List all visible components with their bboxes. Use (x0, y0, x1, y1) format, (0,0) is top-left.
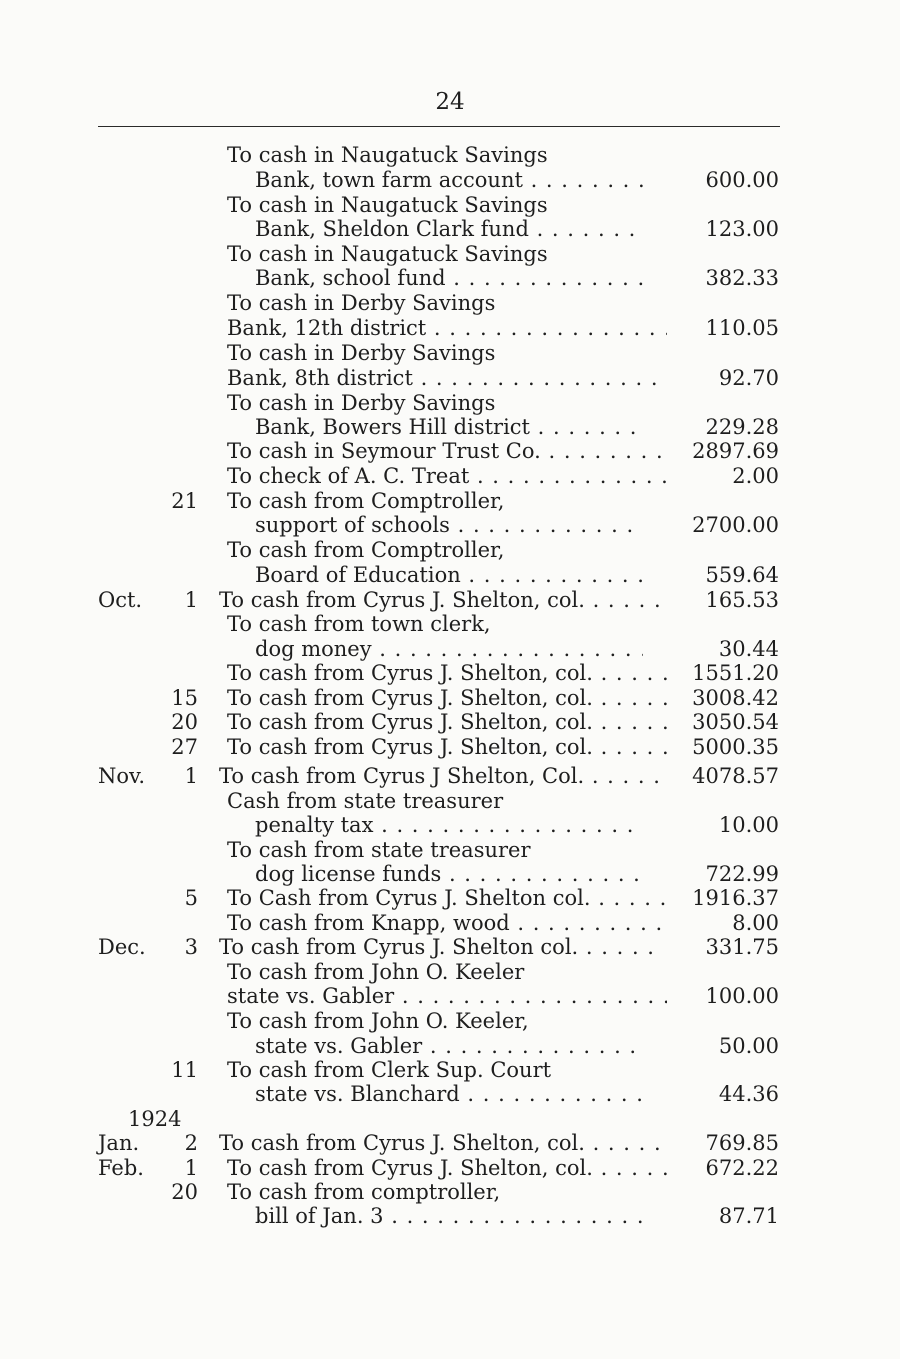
entry-line (0, 934, 900, 960)
entry-text: state vs. Gabler . . . (227, 984, 667, 1008)
entry-month: Feb. (98, 1156, 144, 1180)
entry-text: To cash from Cyrus J. Shelton, col. . . . (227, 1156, 667, 1180)
entry-description (227, 660, 667, 686)
entry-text: Bank, 12th district . . . (227, 316, 667, 340)
entry-text: Bank, Sheldon Clark fund . . . (255, 217, 643, 241)
entry-amount: 30.44 (718, 637, 779, 661)
entry-line (0, 959, 900, 985)
entry-amount: 1916.37 (692, 886, 779, 910)
entry-description (227, 537, 667, 563)
entry-month: Nov. (98, 764, 146, 788)
entry-amount: 123.00 (705, 217, 779, 241)
entry-day: 27 (171, 735, 198, 759)
entry-text: To cash from Cyrus J Shelton, Col. . . . (219, 764, 659, 788)
entry-line (0, 142, 900, 168)
entry-line (0, 1081, 900, 1107)
entry-day: 2 (184, 1131, 198, 1155)
entry-text: state vs. Gabler . . . (255, 1034, 643, 1058)
entry-description (227, 1057, 667, 1083)
entry-text: dog money . . . (255, 637, 643, 661)
entry-line (0, 685, 900, 711)
entry-amount: 600.00 (705, 168, 779, 192)
entry-description (227, 142, 667, 168)
entry-day: 3 (184, 935, 198, 959)
entry-day: 5 (184, 886, 198, 910)
entry-description (255, 414, 643, 440)
entry-description (227, 463, 667, 489)
entry-line (0, 734, 900, 760)
entry-amount: 2700.00 (692, 513, 779, 537)
entry-text: To cash from town clerk, (227, 612, 491, 636)
page-number: 24 (435, 89, 465, 115)
entry-description (255, 167, 643, 193)
entry-description (227, 390, 667, 416)
entry-text: To cash from Cyrus J. Shelton, col. . . . (227, 661, 667, 685)
entry-amount: 4078.57 (692, 764, 779, 788)
entry-text: state vs. Blanchard . . . (255, 1082, 643, 1106)
entry-text: To cash from Cyrus J. Shelton, col. . . . (219, 588, 659, 612)
entry-description (227, 959, 667, 985)
entry-description (227, 192, 667, 218)
entry-month: Oct. (98, 588, 143, 612)
entry-month: Jan. (98, 1131, 140, 1155)
entry-line (0, 636, 900, 662)
entry-amount: 110.05 (705, 316, 779, 340)
entry-day: 21 (171, 489, 198, 513)
entry-description (227, 611, 667, 637)
entry-line (0, 1033, 900, 1059)
entry-text: Bank, town farm account . . . (255, 168, 643, 192)
entry-line (0, 587, 900, 613)
entry-text: Board of Education . . . (255, 563, 643, 587)
entry-text: To Cash from Cyrus J. Shelton col. . . . (227, 886, 667, 910)
entry-text: To cash from Comptroller, (227, 538, 505, 562)
entry-month: Dec. (98, 935, 146, 959)
entry-description (219, 587, 659, 613)
entry-line (0, 290, 900, 316)
entry-amount: 10.00 (718, 813, 779, 837)
entry-description (227, 837, 667, 863)
entry-text: To cash from comptroller, (227, 1180, 501, 1204)
entry-line (0, 1008, 900, 1034)
entry-line (0, 265, 900, 291)
entry-text: To cash in Naugatuck Savings (227, 143, 548, 167)
entry-line (0, 537, 900, 563)
entry-text: To cash in Derby Savings (227, 291, 496, 315)
entry-line (0, 1057, 900, 1083)
entry-day: 15 (171, 686, 198, 710)
entry-description (227, 734, 667, 760)
entry-description (219, 1130, 659, 1156)
entry-amount: 331.75 (705, 935, 779, 959)
entry-line (0, 885, 900, 911)
entry-amount: 229.28 (705, 415, 779, 439)
entry-description (227, 885, 667, 911)
entry-day: 11 (171, 1058, 198, 1082)
entry-amount: 2.00 (732, 464, 779, 488)
entry-amount: 1551.20 (692, 661, 779, 685)
entry-text: To cash from Comptroller, (227, 489, 505, 513)
entry-text: Bank, school fund . . . (255, 266, 643, 290)
entry-line (0, 340, 900, 366)
entry-description (227, 438, 667, 464)
entry-line (0, 1130, 900, 1156)
entry-line (0, 390, 900, 416)
entry-description (255, 562, 643, 588)
entry-text: To cash from state treasurer (227, 838, 531, 862)
entry-amount: 672.22 (705, 1156, 779, 1180)
entry-text: Bank, Bowers Hill district . . . (255, 415, 643, 439)
entry-line (0, 1155, 900, 1181)
entry-text: To cash in Derby Savings (227, 391, 496, 415)
entry-amount: 5000.35 (692, 735, 779, 759)
entry-line (0, 611, 900, 637)
entry-line (0, 812, 900, 838)
entry-line (0, 1203, 900, 1229)
entry-line (0, 438, 900, 464)
entry-description (255, 216, 643, 242)
entry-day: 1 (184, 588, 198, 612)
entry-description (227, 365, 667, 391)
entry-day: 20 (171, 1180, 198, 1204)
entry-description (255, 1203, 643, 1229)
entry-description (227, 910, 667, 936)
entry-amount: 100.00 (705, 984, 779, 1008)
entry-description (227, 488, 667, 514)
entry-day: 20 (171, 710, 198, 734)
entry-line (0, 192, 900, 218)
entry-amount: 3050.54 (692, 710, 779, 734)
entry-description (227, 241, 667, 267)
entry-text: To cash from Cyrus J. Shelton, col. . . . (219, 1131, 659, 1155)
entry-line (0, 241, 900, 267)
entry-description (227, 1155, 667, 1181)
entry-text: To cash in Naugatuck Savings (227, 242, 548, 266)
entry-line (0, 788, 900, 814)
entry-description (227, 290, 667, 316)
entry-text: To cash from Cyrus J. Shelton col. . . . (219, 935, 659, 959)
entry-line (0, 763, 900, 789)
entry-text: To check of A. C. Treat . . . (227, 464, 667, 488)
entry-text: Bank, 8th district . . . (227, 366, 667, 390)
entry-description (227, 1008, 667, 1034)
entry-line (0, 365, 900, 391)
entry-line (0, 660, 900, 686)
entry-amount: 2897.69 (692, 439, 779, 463)
entry-description (255, 861, 643, 887)
entry-text: To cash from Clerk Sup. Court (227, 1058, 552, 1082)
entry-text: To cash in Derby Savings (227, 341, 496, 365)
entry-text: bill of Jan. 3 . . . (255, 1204, 643, 1228)
entry-text: To cash in Seymour Trust Co. . . . (227, 439, 667, 463)
entry-description (227, 983, 667, 1009)
entry-line (0, 315, 900, 341)
entry-line (0, 861, 900, 887)
entry-description (255, 1081, 643, 1107)
entry-text: To cash from Knapp, wood . . . (227, 911, 667, 935)
entry-text: support of schools . . . (255, 513, 643, 537)
entry-amount: 722.99 (705, 862, 779, 886)
entry-description (255, 812, 643, 838)
entry-amount: 559.64 (705, 563, 779, 587)
entry-line (0, 1179, 900, 1205)
entry-line (0, 167, 900, 193)
entry-line (0, 512, 900, 538)
entry-amount: 769.85 (705, 1131, 779, 1155)
entry-amount: 92.70 (718, 366, 779, 390)
entry-line (0, 709, 900, 735)
entry-line (0, 983, 900, 1009)
entry-day: 1 (184, 764, 198, 788)
entry-description (227, 1179, 667, 1205)
entry-amount: 8.00 (732, 911, 779, 935)
entry-text: To cash from Cyrus J. Shelton, col. . . . (227, 686, 667, 710)
entry-amount: 50.00 (718, 1034, 779, 1058)
entry-line (0, 216, 900, 242)
entry-description (255, 512, 643, 538)
entry-line (0, 562, 900, 588)
entry-amount: 165.53 (705, 588, 779, 612)
entry-text: To cash from Cyrus J. Shelton, col. . . . (227, 735, 667, 759)
entry-text: To cash from Cyrus J. Shelton, col. . . . (227, 710, 667, 734)
entry-description (255, 265, 643, 291)
entry-line (0, 910, 900, 936)
entry-text: penalty tax . . . (255, 813, 643, 837)
entry-line (0, 414, 900, 440)
entry-amount: 3008.42 (692, 686, 779, 710)
entry-line (0, 463, 900, 489)
entry-text: To cash in Naugatuck Savings (227, 193, 548, 217)
entry-amount: 44.36 (718, 1082, 779, 1106)
entry-description (255, 636, 643, 662)
year-row (0, 1106, 900, 1132)
entry-description (219, 934, 659, 960)
entry-description (219, 763, 659, 789)
entry-description (227, 788, 667, 814)
entry-description (227, 340, 667, 366)
year-label: 1924 (128, 1107, 182, 1131)
entry-day: 1 (184, 1156, 198, 1180)
entry-description (227, 315, 667, 341)
entry-text: dog license funds . . . (255, 862, 643, 886)
entry-text: To cash from John O. Keeler, (227, 1009, 529, 1033)
entry-description (227, 685, 667, 711)
entry-line (0, 488, 900, 514)
entry-line (0, 837, 900, 863)
entry-description (227, 709, 667, 735)
entry-text: To cash from John O. Keeler (227, 960, 525, 984)
entry-amount: 87.71 (718, 1204, 779, 1228)
entry-amount: 382.33 (705, 266, 779, 290)
entry-text: Cash from state treasurer (227, 789, 504, 813)
entry-description (255, 1033, 643, 1059)
